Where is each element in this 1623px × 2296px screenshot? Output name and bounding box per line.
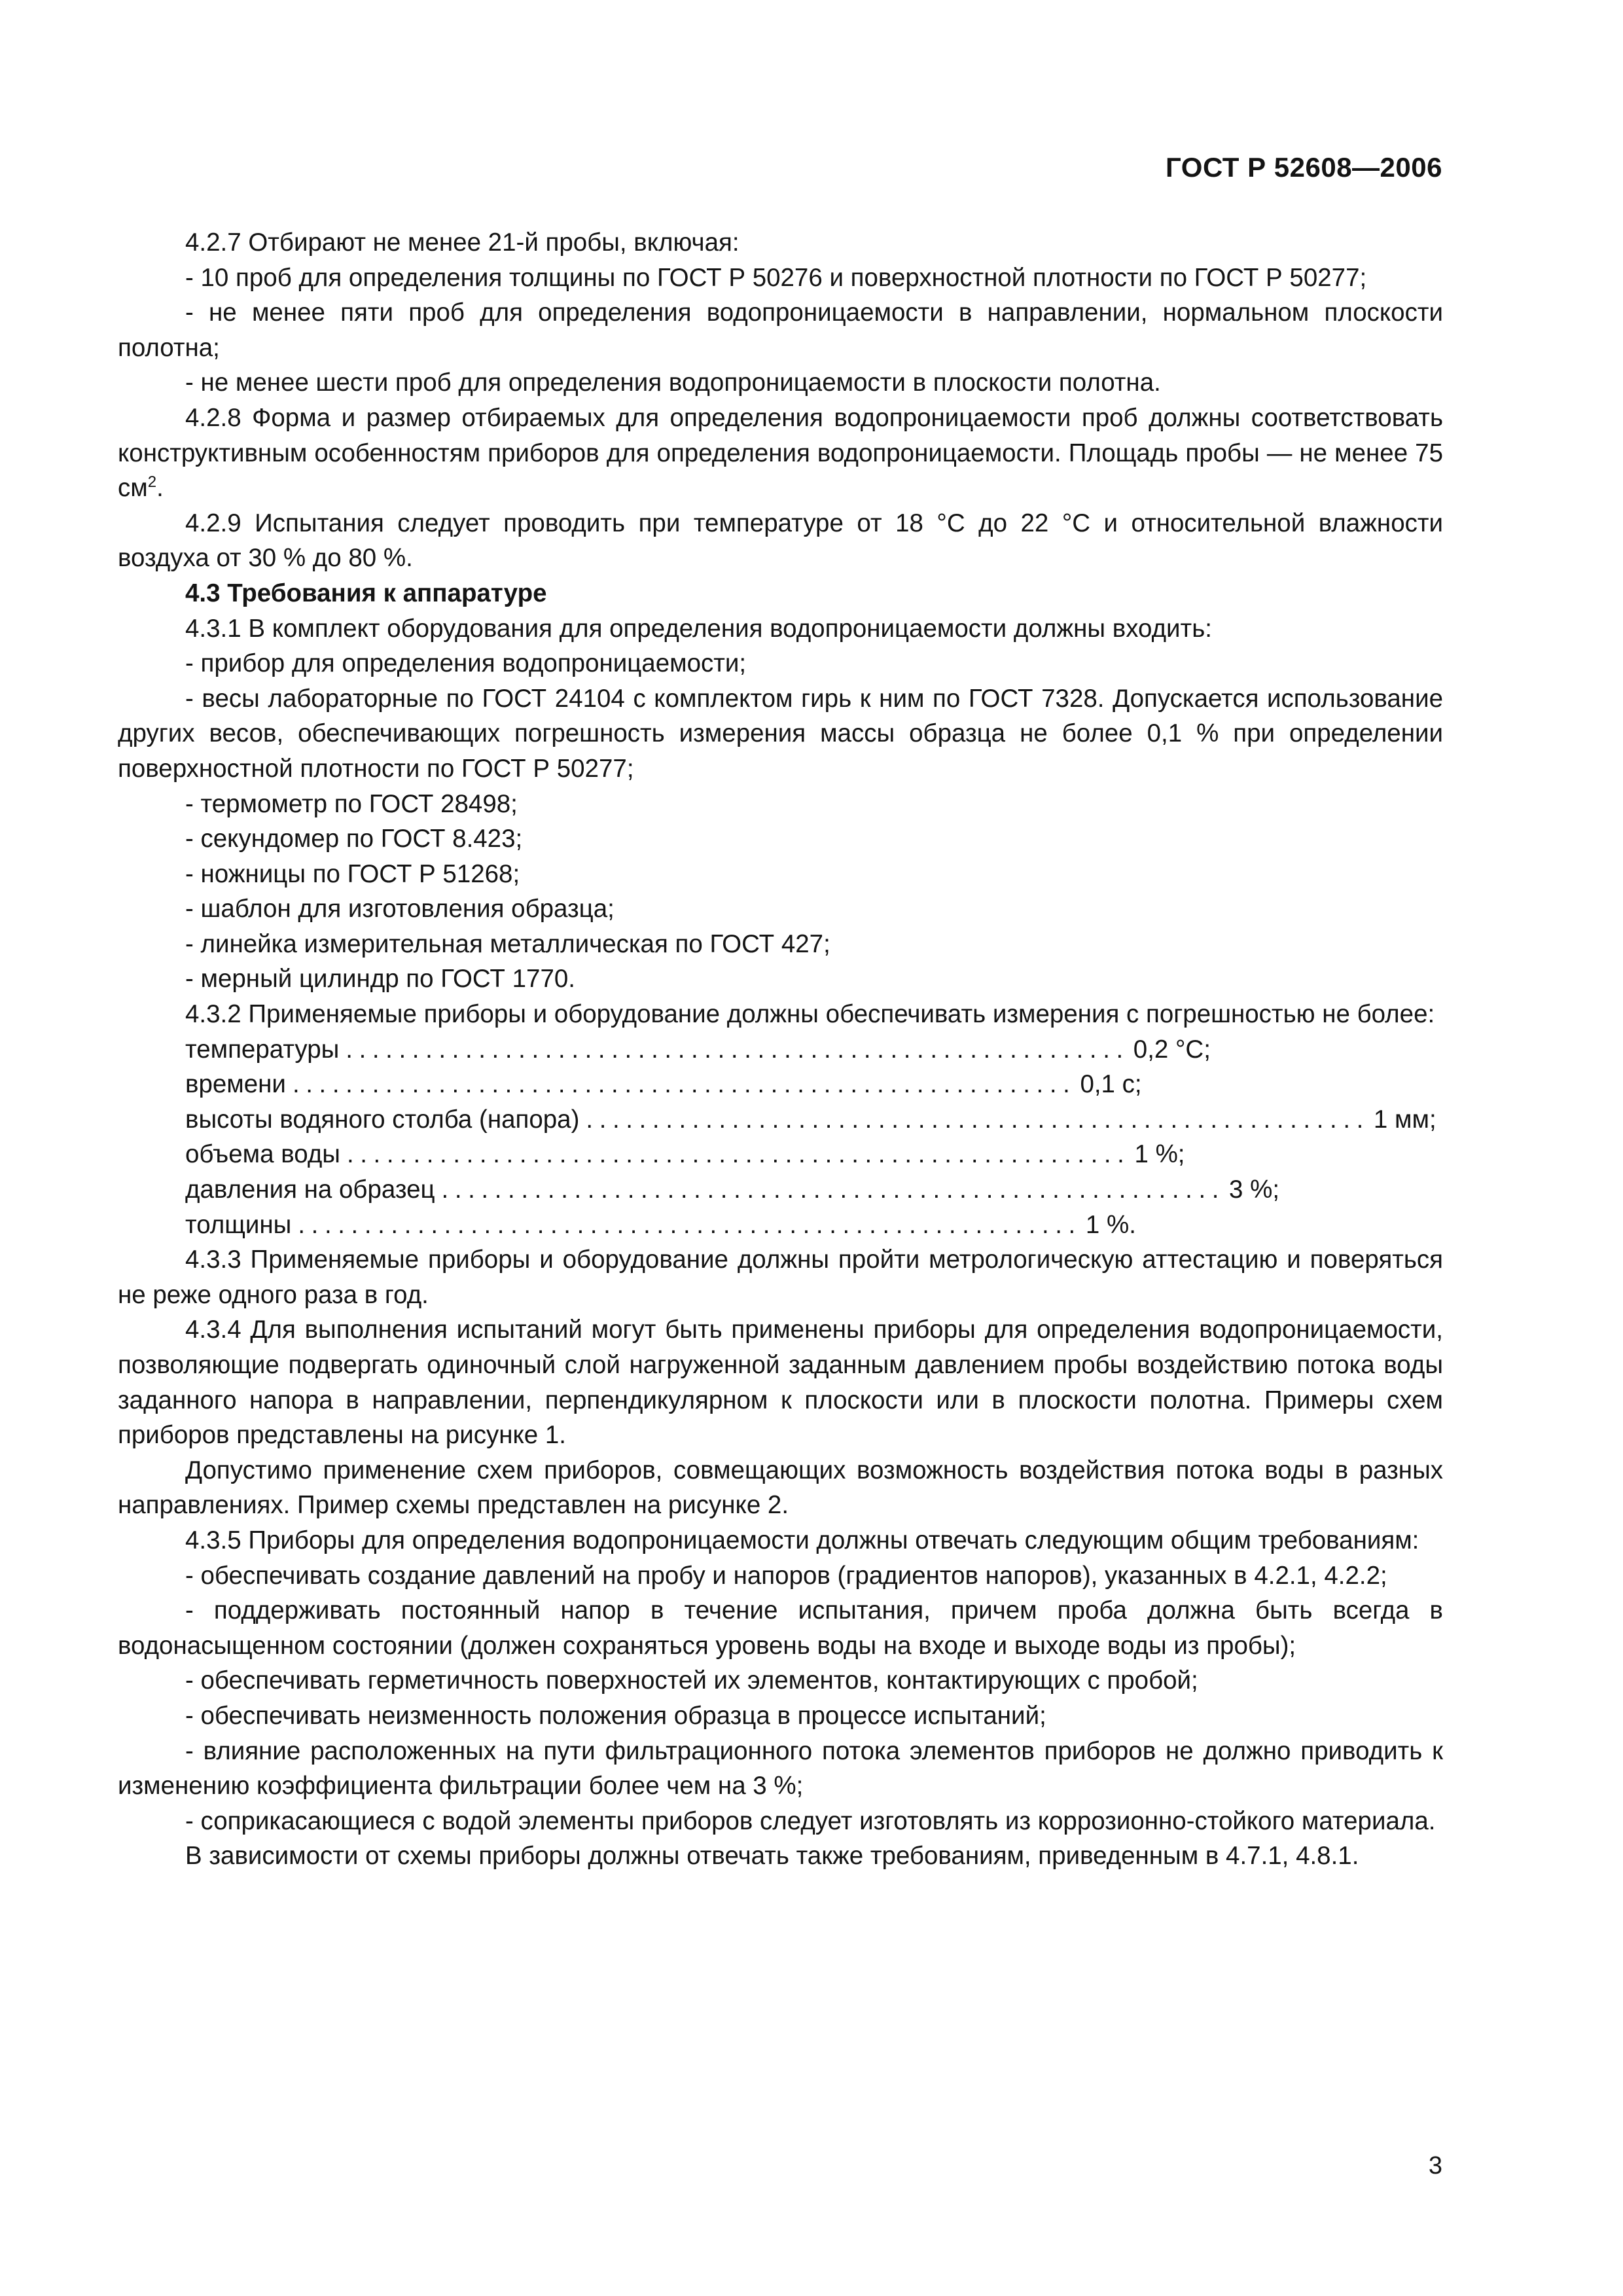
tolerance-row [185,1208,1136,1243]
list-item: - обеспечивать неизменность положения образца в процессе испытаний; [185,1701,1046,1730]
tolerance-list [185,1032,1443,1243]
dot-leader: ........................................................... [586,1105,1370,1134]
clause-4-2-9: 4.2.9 Испытания следует проводить при температуре от 18 °С до 22 °С и относительной влажности воздуха от 30 % до 80 %. [118,509,1443,573]
clause-4-2-8 [118,401,1443,506]
list-item: - прибор для определения водопроницаемости; [185,649,747,678]
tolerance-value: 0,1 с; [1080,1070,1142,1099]
page-number: 3 [1428,2152,1442,2179]
list-item: - мерный цилиндр по ГОСТ 1770. [185,965,575,994]
clause-4-3-4: 4.3.4 Для выполнения испытаний могут быть применены приборы для определения водопроницаемости, позволяющие подвергать одиночный слой нагруженной заданным давлением пробы воздействию потока воды заданного напора в направлении, перпендикулярном к плоскости или в плоскости полотна. Примеры схем приборов представлены на рисунке 1. [118,1316,1443,1450]
clause-4-3-1: 4.3.1 В комплект оборудования для определения водопроницаемости должны входить: [185,614,1212,643]
list-item: - влияние расположенных на пути фильтрационного потока элементов приборов не должно приводить к изменению коэффициента фильтрации более чем на 3 %; [118,1736,1443,1801]
document-body [118,225,1443,1874]
clause-4-2-8-end: . [156,474,164,503]
list-item: - 10 проб для определения толщины по ГОСТ Р 50276 и поверхностной плотности по ГОСТ Р 50277; [185,263,1367,292]
tolerance-value: 3 %; [1229,1175,1280,1204]
dot-leader: ........................................................... [346,1035,1130,1064]
tolerance-value: 1 мм; [1373,1105,1436,1134]
clause-4-2-8-text: 4.2.8 Форма и размер отбираемых для определения водопроницаемости проб должны соответствовать конструктивным особенностям приборов для определения водопроницаемости. Площадь пробы — не менее 75 см [118,403,1443,503]
tolerance-row [185,1137,1185,1172]
list-item: - обеспечивать герметичность поверхностей их элементов, контактирующих с пробой; [185,1666,1198,1695]
tolerance-row [185,1172,1280,1208]
superscript: 2 [147,473,157,492]
list-item: - ножницы по ГОСТ Р 51268; [185,859,520,888]
tolerance-name: толщины [185,1210,292,1239]
clause-4-3-5-closing: В зависимости от схемы приборы должны отвечать также требованиям, приведенным в 4.7.1, 4.8.1. [185,1842,1359,1871]
document-header: ГОСТ Р 52608—2006 [1166,152,1442,183]
tolerance-name: температуры [185,1035,340,1064]
tolerance-row [185,1102,1436,1138]
dot-leader: ........................................................... [292,1070,1077,1099]
clause-4-3-5: 4.3.5 Приборы для определения водопроницаемости должны отвечать следующим общим требованиям: [185,1526,1419,1554]
section-4-3-heading: 4.3 Требования к аппаратуре [185,579,547,607]
list-item: - шаблон для изготовления образца; [185,895,615,924]
list-item: - не менее пяти проб для определения водопроницаемости в направлении, нормальном плоскости полотна; [118,298,1443,362]
list-item: - линейка измерительная металлическая по ГОСТ 427; [185,929,830,958]
dot-leader: ........................................................... [346,1140,1131,1169]
clause-4-3-2: 4.3.2 Применяемые приборы и оборудование должны обеспечивать измерения с погрешностью не более: [185,1000,1435,1029]
tolerance-value: 0,2 °С; [1133,1035,1211,1064]
tolerance-value: 1 %. [1085,1210,1136,1239]
tolerance-name: времени [185,1070,286,1099]
dot-leader: ........................................................... [298,1210,1082,1239]
list-item: - не менее шести проб для определения водопроницаемости в плоскости полотна. [185,368,1161,397]
clause-4-3-3: 4.3.3 Применяемые приборы и оборудование должны пройти метрологическую аттестацию и поверяться не реже одного раза в год. [118,1246,1443,1309]
list-item: - соприкасающиеся с водой элементы приборов следует изготовлять из коррозионно-стойкого материала. [185,1806,1436,1835]
list-item: - весы лабораторные по ГОСТ 24104 с комплектом гирь к ним по ГОСТ 7328. Допускается использование других весов, обеспечивающих погрешность измерения массы образца не более 0,1 % при определении поверхностной плотности по ГОСТ Р 50277; [118,684,1443,783]
tolerance-name: высоты водяного столба (напора) [185,1105,580,1134]
list-item: - обеспечивать создание давлений на пробу и напоров (градиентов напоров), указанных в 4.2.1, 4.2.2; [185,1561,1387,1590]
tolerance-name: давления на образец [185,1175,435,1204]
clause-4-2-7: 4.2.7 Отбирают не менее 21-й пробы, включая: [185,228,740,257]
tolerance-row [185,1032,1211,1067]
tolerance-value: 1 %; [1134,1140,1185,1169]
list-item: - секундомер по ГОСТ 8.423; [185,825,523,853]
list-item: - термометр по ГОСТ 28498; [185,789,518,818]
list-item: - поддерживать постоянный напор в течение испытания, причем проба должна быть всегда в водонасыщенном состоянии (должен сохраняться уровень воды на входе и выходе воды из пробы); [118,1596,1443,1660]
tolerance-row [185,1067,1142,1102]
tolerance-name: объема воды [185,1140,340,1169]
dot-leader: ........................................................... [441,1175,1226,1204]
clause-4-3-4-note: Допустимо применение схем приборов, совмещающих возможность воздействия потока воды в разных направлениях. Пример схемы представлен на рисунке 2. [118,1456,1443,1520]
